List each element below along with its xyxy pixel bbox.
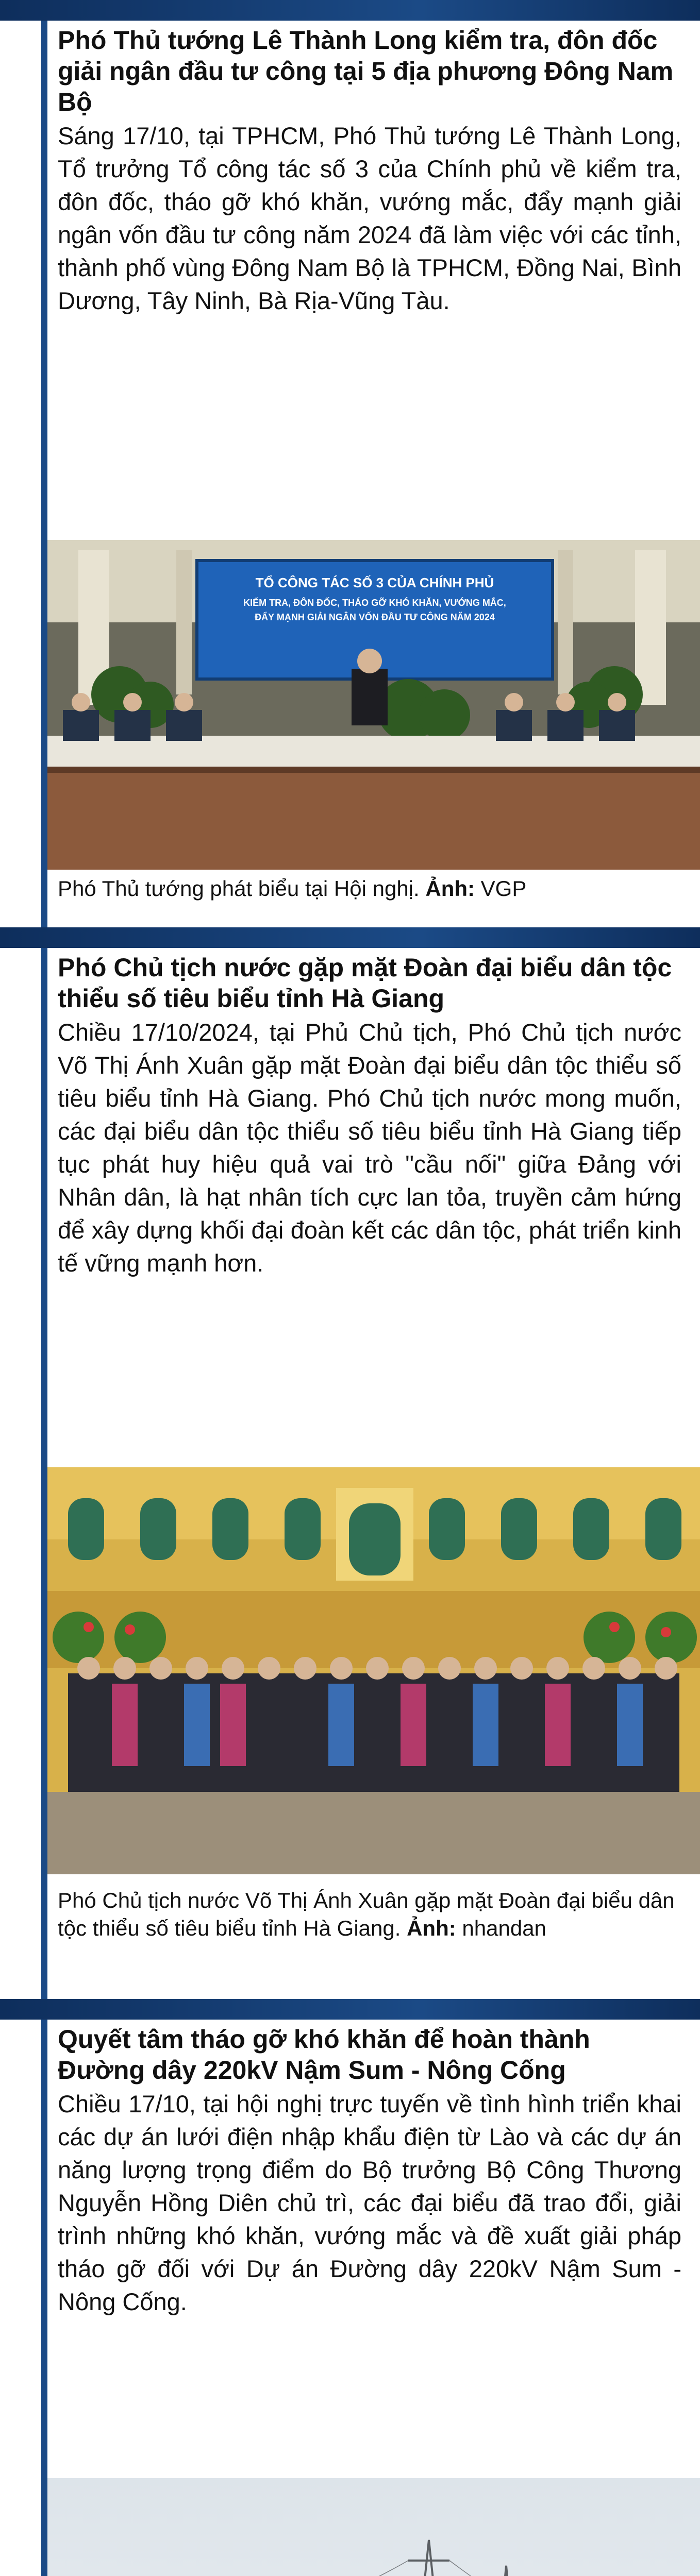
screen-title-line: KIỂM TRA, ĐÔN ĐỐC, THÁO GỠ KHÓ KHĂN, VƯỚNG MẮC, (243, 598, 506, 608)
caption-source: VGP (480, 876, 527, 901)
screen-title-line: ĐẨY MẠNH GIẢI NGÂN VỐN ĐẦU TƯ CÔNG NĂM 2024 (255, 612, 495, 622)
news-card (41, 2020, 700, 2576)
article-headline: Phó Thủ tướng Lê Thành Long kiểm tra, đôn đốc giải ngân đầu tư công tại 5 địa phương Đông Nam Bộ (58, 26, 674, 116)
presidential-palace-group-image (47, 1467, 700, 1874)
power-line-image (47, 2478, 700, 2576)
section-top-band (0, 1999, 700, 2020)
screen-title-line: TỔ CÔNG TÁC SỐ 3 CỦA CHÍNH PHỦ (255, 575, 494, 590)
caption-source-label: Ảnh: (407, 1916, 456, 1940)
photo-caption (47, 1887, 700, 1942)
caption-text: Phó Thủ tướng phát biểu tại Hội nghị. (58, 876, 420, 901)
article-photo (47, 2478, 700, 2576)
news-section-3 (0, 1999, 700, 2576)
article-photo (47, 1467, 700, 1874)
article-body: Chiều 17/10, tại hội nghị trực tuyến về tình hình triển khai các dự án lưới điện nhập khẩu điện từ Lào và các dự án năng lượng trọng điểm do Bộ trưởng Bộ Công Thương Nguyễn Hồng Diên chủ trì, các đại biểu đã trao đổi, giải trình những khó khăn, vướng mắc và đề xuất giải pháp tháo gỡ đối với Dự án Đường dây 220kV Nậm Sum - Nông Cống. (58, 2090, 681, 2315)
news-card (41, 21, 700, 927)
news-card (41, 948, 700, 1999)
caption-text: Phó Chủ tịch nước Võ Thị Ánh Xuân gặp mặt Đoàn đại biểu dân tộc thiểu số tiêu biểu tỉnh Hà Giang. (58, 1888, 675, 1940)
article-headline: Phó Chủ tịch nước gặp mặt Đoàn đại biểu dân tộc thiểu số tiêu biểu tỉnh Hà Giang (58, 953, 672, 1013)
section-top-band (0, 0, 700, 21)
article-body: Chiều 17/10/2024, tại Phủ Chủ tịch, Phó Chủ tịch nước Võ Thị Ánh Xuân gặp mặt Đoàn đại biểu dân tộc thiểu số tiêu biểu tỉnh Hà Giang. Phó Chủ tịch nước mong muốn, các đại biểu dân tộc thiểu số tiêu biểu tỉnh Hà Giang tiếp tục phát huy hiệu quả vai trò "cầu nối" giữa Đảng với Nhân dân, là hạt nhân tích cực lan tỏa, truyền cảm hứng để xây dựng khối đại đoàn kết các dân tộc, phát triển kinh tế vững mạnh hơn. (58, 1019, 681, 1277)
article-photo (47, 540, 700, 870)
photo-caption (47, 875, 700, 903)
section-top-band (0, 927, 700, 948)
article-headline: Quyết tâm tháo gỡ khó khăn để hoàn thành Đường dây 220kV Nậm Sum - Nông Cống (58, 2025, 590, 2084)
conference-hall-image (47, 540, 700, 870)
news-section-1 (0, 0, 700, 927)
caption-source: nhandan (462, 1916, 546, 1940)
news-section-2 (0, 927, 700, 1999)
caption-source-label: Ảnh: (425, 876, 475, 901)
article-body: Sáng 17/10, tại TPHCM, Phó Thủ tướng Lê Thành Long, Tổ trưởng Tổ công tác số 3 của Chính phủ về kiểm tra, đôn đốc, tháo gỡ khó khăn, vướng mắc, đẩy mạnh giải ngân vốn đầu tư công năm 2024 đã làm việc với các tỉnh, thành phố vùng Đông Nam Bộ là TPHCM, Đồng Nai, Bình Dương, Tây Ninh, Bà Rịa-Vũng Tàu. (58, 122, 681, 314)
